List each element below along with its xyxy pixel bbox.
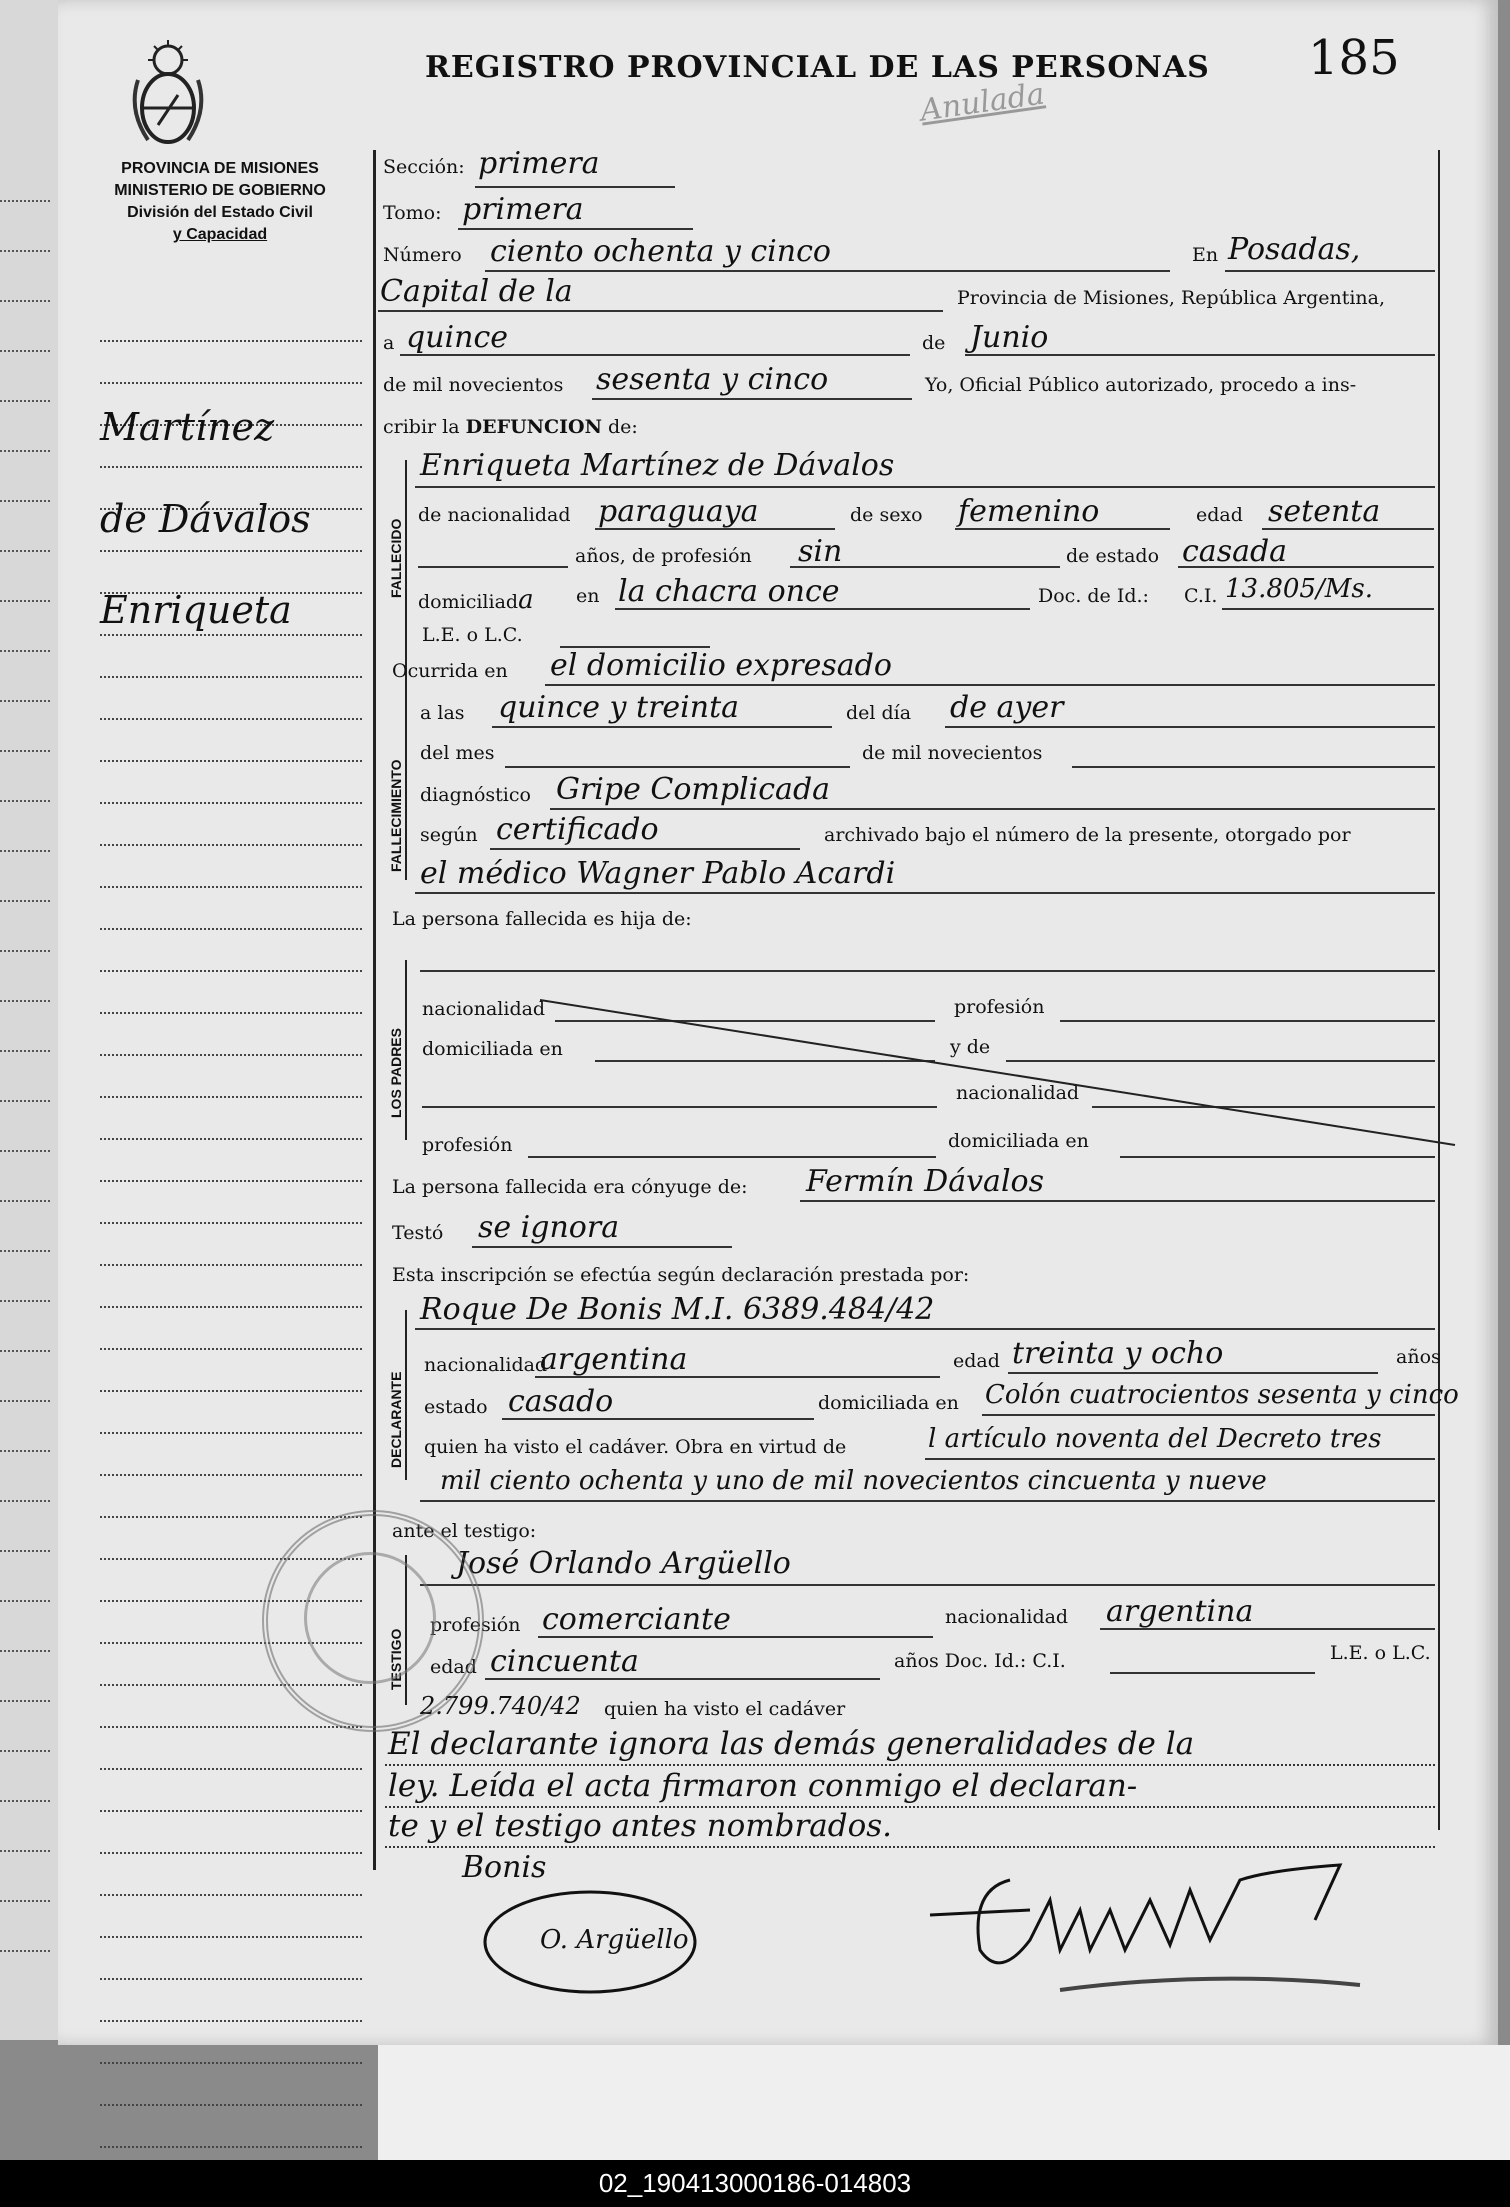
value-edad: setenta xyxy=(1268,494,1381,529)
value-declarante-domicilio: Colón cuatrocientos sesenta y cinco xyxy=(985,1380,1459,1410)
value-testigo-profesion: comerciante xyxy=(542,1602,731,1637)
label-numero: Número xyxy=(383,244,462,266)
page-number: 185 xyxy=(1308,30,1400,86)
label-domiciliad: domiciliada xyxy=(418,585,534,615)
value-medico: el médico Wagner Pablo Acardi xyxy=(420,856,896,891)
page-bottom-edge xyxy=(378,2045,1510,2160)
value-testigo: José Orlando Argüello xyxy=(456,1546,791,1581)
value-fallecido: Enriqueta Martínez de Dávalos xyxy=(420,448,895,483)
value-domicilio: la chacra once xyxy=(618,574,840,609)
label-inscripcion: Esta inscripción se efectúa según declaración prestada por: xyxy=(392,1264,970,1286)
value-nacionalidad: paraguaya xyxy=(598,494,759,529)
label-padre-profesion: profesión xyxy=(954,996,1045,1018)
label-y-de: y de xyxy=(950,1036,991,1058)
value-ciudad: Posadas, xyxy=(1228,232,1361,267)
label-anios-profesion: años, de profesión xyxy=(575,545,752,567)
value-sexo: femenino xyxy=(958,494,1100,529)
value-capital: Capital de la xyxy=(380,274,573,309)
label-diagnostico: diagnóstico xyxy=(420,784,531,806)
value-estado: casada xyxy=(1182,534,1288,569)
label-nacionalidad: de nacionalidad xyxy=(418,504,571,526)
office-line-4: y Capacidad xyxy=(172,226,268,243)
side-label-testigo: TESTIGO xyxy=(388,1628,404,1690)
label-del-dia: del día xyxy=(846,702,912,724)
right-rule xyxy=(1438,150,1440,1830)
label-ante-testigo: ante el testigo: xyxy=(392,1520,537,1542)
label-padre-domiciliada: domiciliada en xyxy=(422,1038,563,1060)
label-de: de xyxy=(922,332,946,354)
label-testo: Testó xyxy=(392,1222,444,1244)
cancel-stroke xyxy=(540,995,1460,1165)
value-tomo: primera xyxy=(462,192,584,227)
label-sexo: de sexo xyxy=(850,504,923,526)
label-hija: La persona fallecida es hija de: xyxy=(392,908,692,930)
note-line-1: El declarante ignora las demás generalidades de la xyxy=(388,1726,1195,1762)
value-profesion: sin xyxy=(798,534,843,569)
label-segun: según xyxy=(420,824,478,846)
fallecimiento-rule xyxy=(405,700,407,880)
label-provincia: Provincia de Misiones, República Argentina, xyxy=(957,287,1386,309)
label-declarante-edad: edad xyxy=(953,1350,1000,1372)
label-padre-nacionalidad: nacionalidad xyxy=(422,998,546,1020)
label-madre-profesion: profesión xyxy=(422,1134,513,1156)
value-diagnostico: Gripe Complicada xyxy=(556,772,831,807)
label-del-mes: del mes xyxy=(420,742,495,764)
label-testigo-le: L.E. o L.C. xyxy=(1330,1642,1431,1664)
value-declarante: Roque De Bonis M.I. 6389.484/42 xyxy=(420,1292,935,1327)
signature-official-icon xyxy=(910,1850,1450,2030)
label-a: a xyxy=(383,332,395,354)
label-ci: C.I. xyxy=(1184,585,1218,607)
value-seccion: primera xyxy=(478,146,600,181)
value-dia-fallecimiento: de ayer xyxy=(950,690,1064,725)
label-testigo-anios-doc: años Doc. Id.: C.I. xyxy=(894,1650,1066,1672)
label-madre-domiciliada: domiciliada en xyxy=(948,1130,1089,1152)
side-label-declarante: DECLARANTE xyxy=(388,1371,404,1468)
label-cribir: cribir la DEFUNCION de: xyxy=(383,416,638,438)
label-testigo-profesion: profesión xyxy=(430,1614,521,1636)
value-declarante-edad: treinta y ocho xyxy=(1012,1336,1224,1371)
annulled-stamp: Anulada xyxy=(918,76,1047,129)
image-id-footer: 02_190413000186-014803 xyxy=(0,2160,1510,2207)
value-dia: quince xyxy=(406,320,508,355)
margin-lines xyxy=(100,300,362,2148)
value-anio: sesenta y cinco xyxy=(596,362,829,397)
side-label-padres: LOS PADRES xyxy=(388,1028,404,1118)
label-estado: de estado xyxy=(1066,545,1160,567)
value-testigo-nacionalidad: argentina xyxy=(1106,1594,1254,1629)
value-conyuge: Fermín Dávalos xyxy=(806,1164,1044,1199)
office-header xyxy=(70,158,370,246)
label-en-domicilio: en xyxy=(576,585,600,607)
value-doc: 13.805/Ms. xyxy=(1225,574,1373,604)
margin-given-name: Enriqueta xyxy=(100,588,292,632)
label-declarante-nacionalidad: nacionalidad xyxy=(424,1354,548,1376)
value-testigo-doc: 2.799.740/42 xyxy=(420,1692,581,1720)
coat-of-arms-icon xyxy=(128,40,208,150)
value-ocurrida: el domicilio expresado xyxy=(550,648,892,683)
label-declarante-quien: quien ha visto el cadáver. Obra en virtud de xyxy=(424,1436,847,1458)
margin-surname-1: Martínez xyxy=(100,405,275,449)
value-segun: certificado xyxy=(496,812,659,847)
note-line-3: te y el testigo antes nombrados. xyxy=(388,1808,893,1844)
label-testigo-nacionalidad: nacionalidad xyxy=(945,1606,1069,1628)
value-numero: ciento ochenta y cinco xyxy=(490,234,831,269)
label-doc: Doc. de Id.: xyxy=(1038,585,1149,607)
value-declarante-articulo-2: mil ciento ochenta y uno de mil novecientos cincuenta y nueve xyxy=(440,1466,1267,1496)
value-declarante-articulo: l artículo noventa del Decreto tres xyxy=(928,1424,1382,1454)
label-en: En xyxy=(1192,244,1219,266)
label-edad: edad xyxy=(1196,504,1243,526)
label-declarante-estado: estado xyxy=(424,1396,488,1418)
page-title: REGISTRO PROVINCIAL DE LAS PERSONAS xyxy=(425,50,1210,85)
value-hora: quince y treinta xyxy=(498,690,740,725)
label-archivado: archivado bajo el número de la presente, otorgado por xyxy=(824,824,1351,846)
office-line-1: PROVINCIA DE MISIONES xyxy=(121,160,319,177)
label-testigo-edad: edad xyxy=(430,1656,477,1678)
office-line-2: MINISTERIO DE GOBIERNO xyxy=(114,182,326,199)
side-label-fallecimiento: FALLECIMIENTO xyxy=(388,759,404,872)
label-declarante-anios: años xyxy=(1396,1346,1441,1368)
label-oficial: Yo, Oficial Público autorizado, procedo a ins- xyxy=(925,374,1357,396)
fallecido-rule xyxy=(405,460,407,740)
label-de-mil-2: de mil novecientos xyxy=(862,742,1043,764)
label-seccion: Sección: xyxy=(383,156,465,178)
label-conyuge: La persona fallecida era cónyuge de: xyxy=(392,1176,748,1198)
margin-surname-2: de Dávalos xyxy=(100,497,311,541)
side-label-fallecido: FALLECIDO xyxy=(388,518,404,598)
declarante-rule xyxy=(405,1310,407,1480)
label-declarante-domiciliada: domiciliada en xyxy=(818,1392,959,1414)
label-a-las: a las xyxy=(420,702,465,724)
signature-declarante: Bonis xyxy=(462,1850,547,1885)
label-de-mil: de mil novecientos xyxy=(383,374,564,396)
official-seal xyxy=(262,1510,484,1732)
label-testigo-quien: quien ha visto el cadáver xyxy=(604,1698,846,1720)
previous-page-strip xyxy=(0,0,66,2040)
label-tomo: Tomo: xyxy=(383,202,442,224)
value-testigo-edad: cincuenta xyxy=(490,1644,639,1679)
note-line-2: ley. Leída el acta firmaron conmigo el declaran- xyxy=(388,1768,1138,1804)
value-testo: se ignora xyxy=(478,1210,620,1245)
value-declarante-estado: casado xyxy=(508,1384,614,1419)
signature-testigo: O. Argüello xyxy=(540,1925,689,1955)
label-ocurrida: Ocurrida en xyxy=(392,660,508,682)
value-declarante-nacionalidad: argentina xyxy=(540,1342,688,1377)
padres-rule xyxy=(405,960,407,1140)
office-line-3: División del Estado Civil xyxy=(127,204,313,221)
label-le: L.E. o L.C. xyxy=(422,624,523,646)
label-madre-nacionalidad: nacionalidad xyxy=(956,1082,1080,1104)
value-mes: Junio xyxy=(970,320,1049,355)
